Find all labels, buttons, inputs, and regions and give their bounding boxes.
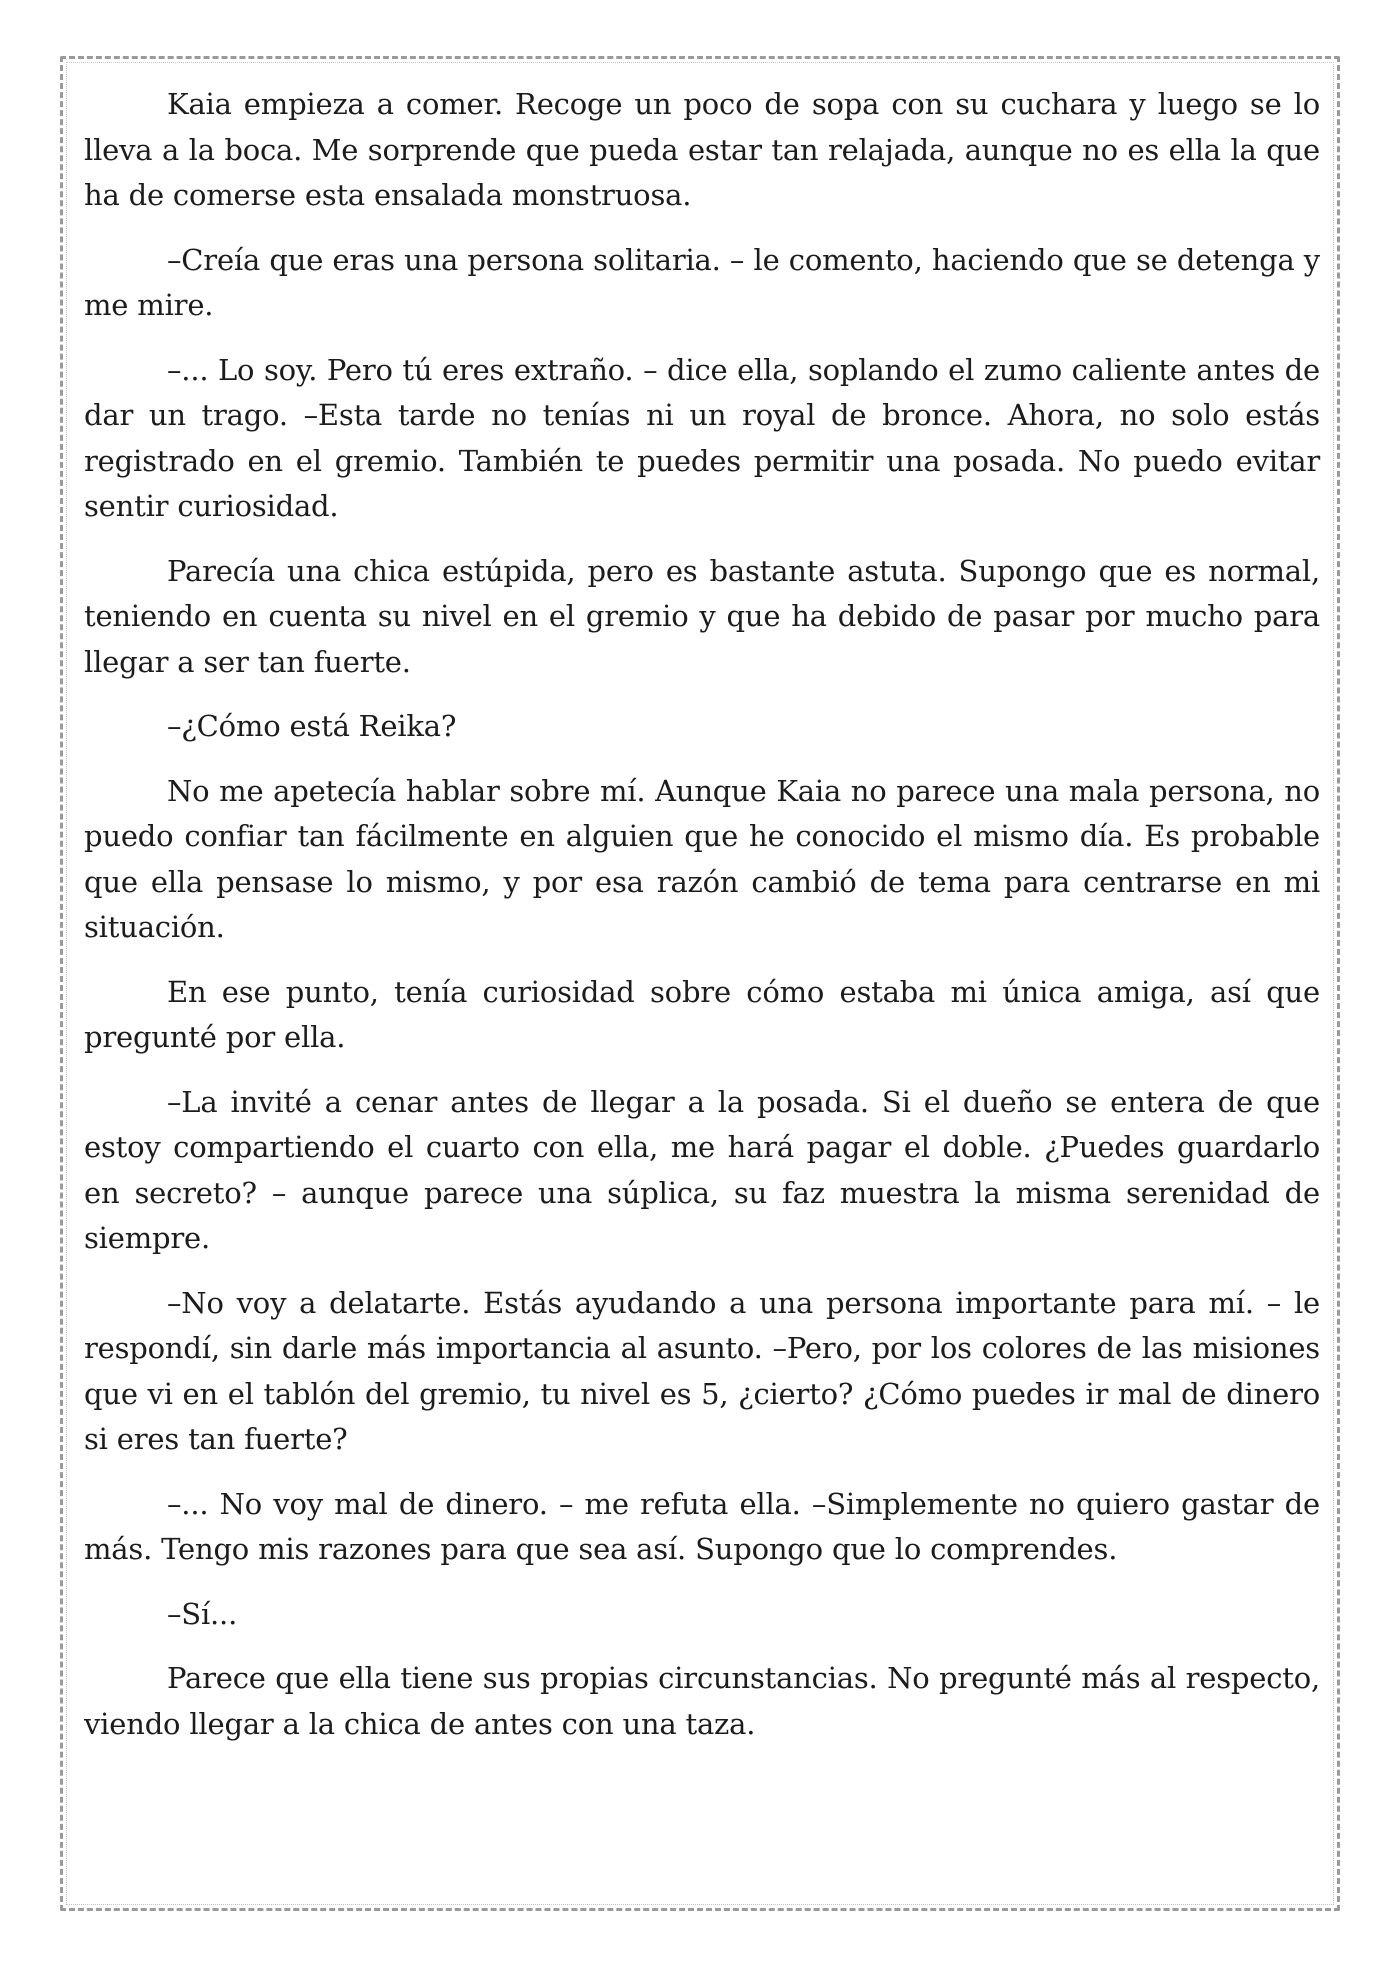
paragraph: –Creía que eras una persona solitaria. – le comento, haciendo que se detenga y me mire. [84,242,1320,322]
paragraph: Parece que ella tiene sus propias circunstancias. No pregunté más al respecto, viendo llegar a la chica de antes con una taza. [84,1661,1320,1741]
paragraph: Kaia empieza a comer. Recoge un poco de sopa con su cuchara y luego se lo lleva a la boca. Me sorprende que pueda estar tan relajada, aunque no es ella la que ha de comerse esta ensalada monstruosa. [84,87,1320,212]
paragraph: Parecía una chica estúpida, pero es bastante astuta. Supongo que es normal, teniendo en cuenta su nivel en el gremio y que ha debido de pasar por mucho para llegar a ser tan fuerte. [84,553,1320,679]
paragraph: En ese punto, tenía curiosidad sobre cómo estaba mi única amiga, así que pregunté por ella. [84,974,1320,1054]
paragraph: –La invité a cenar antes de llegar a la posada. Si el dueño se entera de que estoy compartiendo el cuarto con ella, me hará pagar el doble. ¿Puedes guardarlo en secreto? – aunque parece una súplica, su faz muestra la misma serenidad de siempre. [84,1084,1320,1255]
paragraph: –... No voy mal de dinero. – me refuta ella. –Simplemente no quiero gastar de más. Tengo mis razones para que sea así. Supongo que lo comprendes. [84,1486,1320,1566]
paragraph: –No voy a delatarte. Estás ayudando a una persona importante para mí. – le respondí, sin darle más importancia al asunto. –Pero, por los colores de las misiones que vi en el tablón del gremio, tu nivel es 5, ¿cierto? ¿Cómo puedes ir mal de dinero si eres tan fuerte? [84,1285,1320,1456]
paragraph: No me apetecía hablar sobre mí. Aunque Kaia no parece una mala persona, no puedo confiar tan fácilmente en alguien que he conocido el mismo día. Es probable que ella pensase lo mismo, y por esa razón cambió de tema para centrarse en mi situación. [84,773,1320,944]
paragraph: –Sí... [167,1596,238,1631]
document-body [84,82,1320,1766]
paragraph: –¿Cómo está Reika? [167,709,457,743]
paragraph: –... Lo soy. Pero tú eres extraño. – dice ella, soplando el zumo caliente antes de dar un trago. –Esta tarde no tenías ni un royal de bronce. Ahora, no solo estás registrado en el gremio. También te puedes permitir una posada. No puedo evitar sentir curiosidad. [84,352,1320,523]
